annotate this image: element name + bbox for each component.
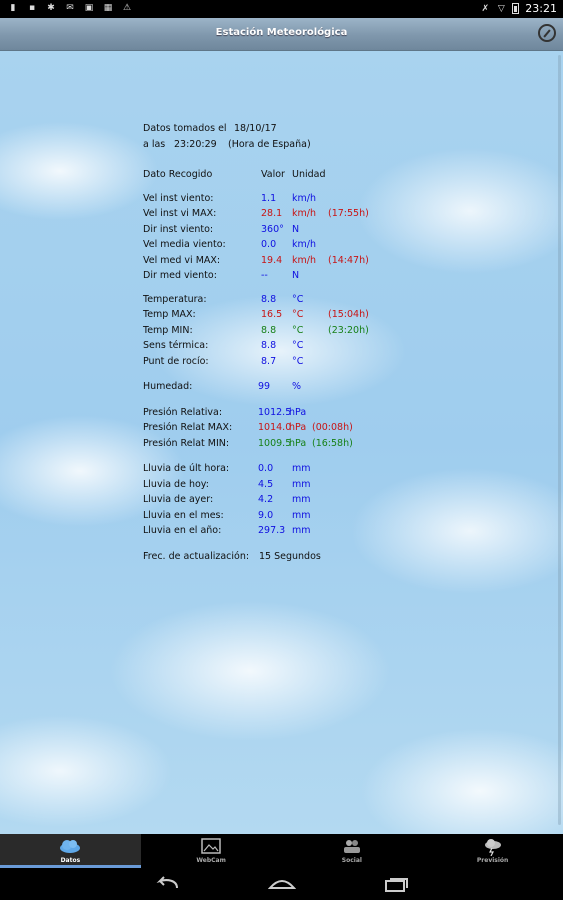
usb-icon: ▮ [10, 3, 16, 13]
app-title-bar [0, 18, 563, 51]
humidity-unit: % [292, 381, 302, 392]
wind-value: 28.1 [261, 208, 283, 219]
picture-icon [201, 838, 221, 854]
system-nav-bar [0, 868, 563, 900]
timezone-note: (Hora de España) [228, 138, 311, 150]
tab-datos[interactable] [0, 834, 141, 868]
col-data-header: Dato Recogido [143, 169, 213, 180]
weather-data-view[interactable] [0, 51, 563, 834]
rain-unit: mm [292, 494, 311, 505]
status-bar [0, 0, 563, 18]
warning-icon: ⚠ [122, 3, 132, 13]
download-icon: ▦ [103, 3, 113, 13]
temperature-value: 8.8 [261, 324, 277, 336]
wind-value: 1.1 [261, 192, 277, 204]
pressure-value: 1009.5 [258, 437, 292, 449]
temperature-value: 8.8 [261, 340, 277, 351]
rain-label: Lluvia de ayer: [143, 494, 214, 505]
update-label: Frec. de actualización: [143, 550, 250, 562]
rain-value: 4.2 [258, 494, 274, 505]
wind-unit: km/h [292, 254, 316, 266]
rain-unit: mm [292, 463, 311, 474]
clock: 23:21 [525, 2, 557, 15]
temperature-time-note: (15:04h) [328, 309, 369, 320]
pressure-value: 1012.5 [258, 406, 292, 418]
tab-prevision[interactable] [422, 834, 563, 868]
scrollbar[interactable] [558, 55, 561, 825]
update-value: 15 Segundos [259, 550, 321, 562]
wind-label: Dir inst viento: [143, 223, 214, 235]
wind-unit: N [292, 270, 300, 281]
date-value: 18/10/17 [234, 123, 277, 134]
bottom-tab-bar [0, 834, 563, 868]
temperature-value: 8.8 [261, 293, 277, 305]
time-value: 23:20:29 [174, 138, 217, 150]
no-signal-icon: ✗ [481, 3, 490, 14]
tab-label: Social [341, 857, 362, 864]
battery-icon [512, 3, 519, 14]
rain-unit: mm [292, 509, 311, 521]
temperature-unit: °C [292, 355, 304, 367]
storm-icon [483, 838, 503, 856]
temperature-label: Temp MAX: [143, 309, 196, 320]
rain-value: 9.0 [258, 509, 274, 521]
wind-value: 0.0 [261, 239, 277, 250]
wind-value: -- [261, 270, 268, 281]
page-title: Estación Meteorológica [215, 27, 348, 38]
wind-label: Vel inst vi MAX: [143, 208, 217, 219]
wind-unit: km/h [292, 239, 316, 250]
temperature-value: 16.5 [261, 309, 283, 320]
wind-value: 19.4 [261, 254, 283, 266]
humidity-value: 99 [258, 381, 271, 392]
mail-icon: ✉ [66, 3, 74, 13]
temperature-unit: °C [292, 324, 304, 336]
wind-value: 360° [261, 223, 284, 235]
rain-value: 0.0 [258, 463, 274, 474]
pressure-time-note: (16:58h) [312, 437, 353, 449]
tab-label: Previsión [476, 857, 509, 864]
wind-label: Dir med viento: [143, 270, 217, 281]
col-value-header: Valor [261, 169, 285, 180]
wind-label: Vel inst viento: [143, 192, 214, 204]
rain-unit: mm [292, 525, 311, 536]
temperature-label: Temp MIN: [143, 324, 193, 336]
pressure-unit: hPa [289, 406, 307, 418]
rain-label: Lluvia de últ hora: [143, 463, 230, 474]
temperature-label: Punt de rocío: [143, 355, 209, 367]
sd-card-icon: ▪ [28, 3, 36, 13]
cloud-icon [58, 838, 82, 854]
tab-social[interactable] [282, 834, 423, 868]
pressure-label: Presión Relat MAX: [143, 422, 233, 433]
wind-unit: N [292, 223, 300, 235]
wind-time-note: (14:47h) [328, 254, 369, 266]
rain-value: 297.3 [258, 525, 286, 536]
wind-unit: km/h [292, 192, 316, 204]
rain-label: Lluvia en el mes: [143, 509, 224, 521]
wifi-icon: ▽ [497, 3, 505, 14]
compass-icon[interactable] [538, 24, 556, 42]
pressure-label: Presión Relativa: [143, 406, 223, 418]
col-unit-header: Unidad [292, 169, 326, 180]
pressure-value: 1014.0 [258, 422, 292, 433]
home-icon[interactable] [268, 876, 296, 890]
wind-unit: km/h [292, 208, 316, 219]
back-icon[interactable] [155, 876, 181, 892]
temperature-unit: °C [292, 309, 304, 320]
people-icon [342, 838, 362, 854]
rain-value: 4.5 [258, 478, 274, 490]
temperature-unit: °C [292, 293, 304, 305]
network-icon: ✱ [47, 3, 55, 13]
temperature-label: Sens térmica: [143, 340, 209, 351]
recent-apps-icon[interactable] [384, 876, 410, 892]
gallery-icon: ▣ [84, 3, 94, 13]
temperature-label: Temperatura: [143, 293, 207, 305]
pressure-time-note: (00:08h) [312, 422, 353, 433]
wind-label: Vel med vi MAX: [143, 254, 221, 266]
date-label: Datos tomados el [143, 123, 227, 134]
wind-time-note: (17:55h) [328, 208, 369, 219]
tab-webcam[interactable] [141, 834, 282, 868]
humidity-label: Humedad: [143, 381, 193, 392]
temperature-unit: °C [292, 340, 304, 351]
time-label: a las [143, 138, 166, 150]
temperature-value: 8.7 [261, 355, 277, 367]
rain-label: Lluvia en el año: [143, 525, 222, 536]
pressure-unit: hPa [289, 437, 307, 449]
wind-label: Vel media viento: [143, 239, 226, 250]
pressure-unit: hPa [289, 422, 307, 433]
pressure-label: Presión Relat MIN: [143, 437, 230, 449]
rain-label: Lluvia de hoy: [143, 478, 209, 490]
tab-label: Datos [60, 857, 81, 864]
tab-label: WebCam [196, 857, 226, 864]
temperature-time-note: (23:20h) [328, 324, 369, 336]
rain-unit: mm [292, 478, 311, 490]
